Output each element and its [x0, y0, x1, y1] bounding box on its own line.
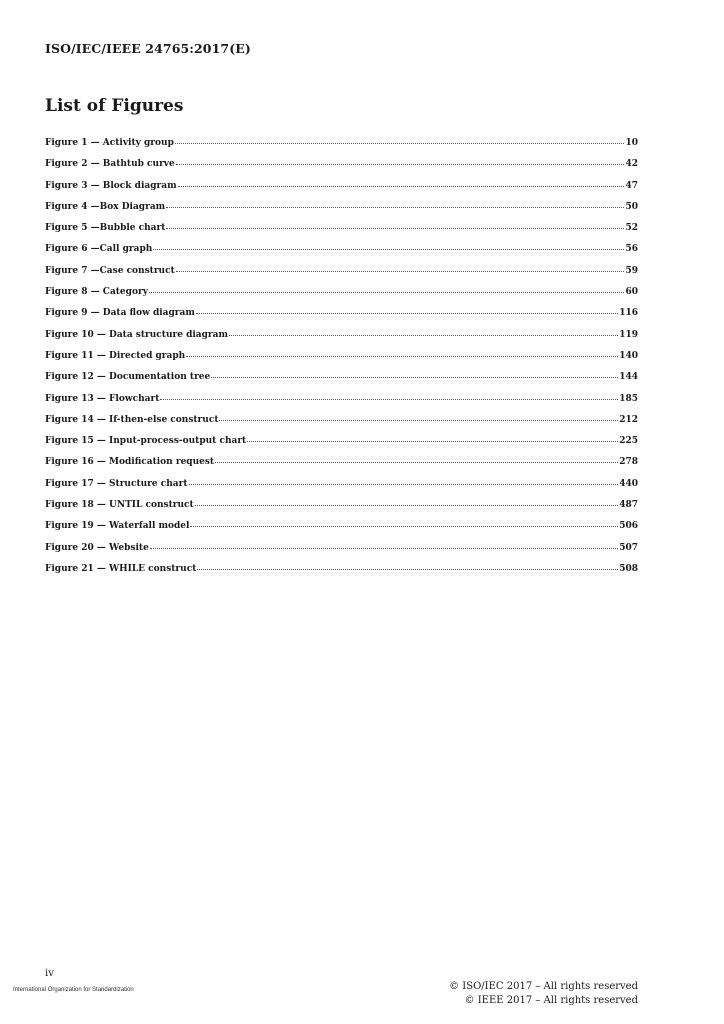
dot-leader: [160, 392, 618, 400]
dot-leader: [176, 264, 625, 272]
figure-entry[interactable]: [45, 137, 638, 158]
organization-footer: International Organization for Standardization: [13, 987, 134, 993]
document-id-header: ISO/IEC/IEEE 24765:2017(E): [45, 41, 251, 56]
figure-entry-page[interactable]: 506: [619, 521, 638, 532]
figure-entry-label[interactable]: Figure 4 —Box Diagram: [45, 201, 166, 212]
figure-entry[interactable]: [45, 478, 638, 499]
figure-entry[interactable]: [45, 158, 638, 179]
figure-entry-label[interactable]: Figure 7 —Case construct: [45, 265, 175, 276]
figure-entry-page[interactable]: 487: [619, 500, 638, 511]
figure-entry-page[interactable]: 50: [625, 201, 638, 212]
figure-entry[interactable]: [45, 563, 638, 584]
dot-leader: [211, 370, 618, 378]
figure-entry-page[interactable]: 10: [625, 138, 638, 148]
figure-entry[interactable]: [45, 265, 638, 286]
figure-entry[interactable]: [45, 329, 638, 350]
figure-entry-label[interactable]: Figure 5 —Bubble chart: [45, 223, 166, 234]
figure-entry-page[interactable]: 212: [619, 414, 638, 425]
figure-entry-page[interactable]: 119: [619, 329, 638, 340]
figure-entry-label[interactable]: Figure 1 — Activity group: [45, 138, 174, 148]
dot-leader: [186, 349, 618, 357]
dot-leader: [178, 179, 625, 187]
dot-leader: [175, 136, 625, 144]
figure-entry-label[interactable]: Figure 13 — Flowchart: [45, 393, 160, 404]
dot-leader: [215, 455, 618, 463]
figure-entry-page[interactable]: 508: [619, 563, 638, 574]
figure-entry[interactable]: [45, 201, 638, 222]
figure-entry-label[interactable]: Figure 20 — Website: [45, 542, 149, 553]
figure-entry[interactable]: [45, 180, 638, 201]
page-number: iv: [45, 968, 54, 979]
dot-leader: [219, 413, 618, 421]
dot-leader: [189, 477, 619, 485]
dot-leader: [190, 519, 618, 527]
dot-leader: [176, 157, 625, 165]
dot-leader: [166, 221, 624, 229]
figure-entry[interactable]: [45, 414, 638, 435]
dot-leader: [149, 285, 625, 293]
figure-entry[interactable]: [45, 307, 638, 328]
figure-entry-label[interactable]: Figure 10 — Data structure diagram: [45, 329, 229, 340]
figure-entry[interactable]: [45, 520, 638, 541]
page-title: List of Figures: [45, 96, 184, 116]
figure-entry[interactable]: [45, 435, 638, 456]
copyright-block: [449, 980, 638, 1008]
figure-list: [45, 137, 638, 584]
figure-entry-page[interactable]: 440: [619, 478, 638, 489]
figure-entry-page[interactable]: 42: [625, 159, 638, 170]
figure-entry-label[interactable]: Figure 18 — UNTIL construct: [45, 500, 194, 511]
figure-entry-label[interactable]: Figure 21 — WHILE construct: [45, 563, 197, 574]
dot-leader: [195, 498, 619, 506]
figure-entry-page[interactable]: 47: [625, 180, 638, 191]
figure-entry-label[interactable]: Figure 16 — Modification request: [45, 457, 215, 468]
figure-entry-label[interactable]: Figure 17 — Structure chart: [45, 478, 188, 489]
figure-entry-label[interactable]: Figure 3 — Block diagram: [45, 180, 177, 191]
figure-entry[interactable]: [45, 243, 638, 264]
figure-entry[interactable]: [45, 542, 638, 563]
figure-entry-page[interactable]: 60: [625, 287, 638, 298]
figure-entry-page[interactable]: 52: [625, 223, 638, 234]
figure-entry[interactable]: [45, 393, 638, 414]
figure-entry-label[interactable]: Figure 2 — Bathtub curve: [45, 159, 175, 170]
copyright-ieee: © IEEE 2017 – All rights reserved: [464, 995, 638, 1006]
figure-entry-page[interactable]: 185: [619, 393, 638, 404]
dot-leader: [166, 200, 624, 208]
figure-entry-page[interactable]: 59: [625, 265, 638, 276]
dot-leader: [229, 328, 618, 336]
figure-entry-label[interactable]: Figure 15 — Input-process-output chart: [45, 436, 247, 447]
figure-entry-label[interactable]: Figure 9 — Data flow diagram: [45, 308, 195, 319]
figure-entry[interactable]: [45, 371, 638, 392]
dot-leader: [196, 306, 618, 314]
figure-entry-page[interactable]: 507: [619, 542, 638, 553]
dot-leader: [197, 562, 618, 570]
figure-entry-page[interactable]: 116: [619, 308, 638, 319]
copyright-iso: © ISO/IEC 2017 – All rights reserved: [449, 981, 638, 992]
figure-entry-label[interactable]: Figure 8 — Category: [45, 287, 148, 298]
figure-entry-page[interactable]: 225: [619, 436, 638, 447]
figure-entry-label[interactable]: Figure 12 — Documentation tree: [45, 372, 211, 383]
dot-leader: [153, 242, 624, 250]
figure-entry[interactable]: [45, 286, 638, 307]
figure-entry-label[interactable]: Figure 14 — If-then-else construct: [45, 414, 219, 425]
figure-entry-label[interactable]: Figure 6 —Call graph: [45, 244, 153, 255]
figure-entry[interactable]: [45, 222, 638, 243]
dot-leader: [247, 434, 618, 442]
figure-entry[interactable]: [45, 499, 638, 520]
figure-entry-page[interactable]: 144: [619, 372, 638, 383]
figure-entry-label[interactable]: Figure 11 — Directed graph: [45, 350, 186, 361]
figure-entry-page[interactable]: 140: [619, 350, 638, 361]
figure-entry-label[interactable]: Figure 19 — Waterfall model: [45, 521, 190, 532]
figure-entry[interactable]: [45, 456, 638, 477]
figure-entry-page[interactable]: 56: [625, 244, 638, 255]
figure-entry[interactable]: [45, 350, 638, 371]
dot-leader: [150, 541, 618, 549]
figure-entry-page[interactable]: 278: [619, 457, 638, 468]
